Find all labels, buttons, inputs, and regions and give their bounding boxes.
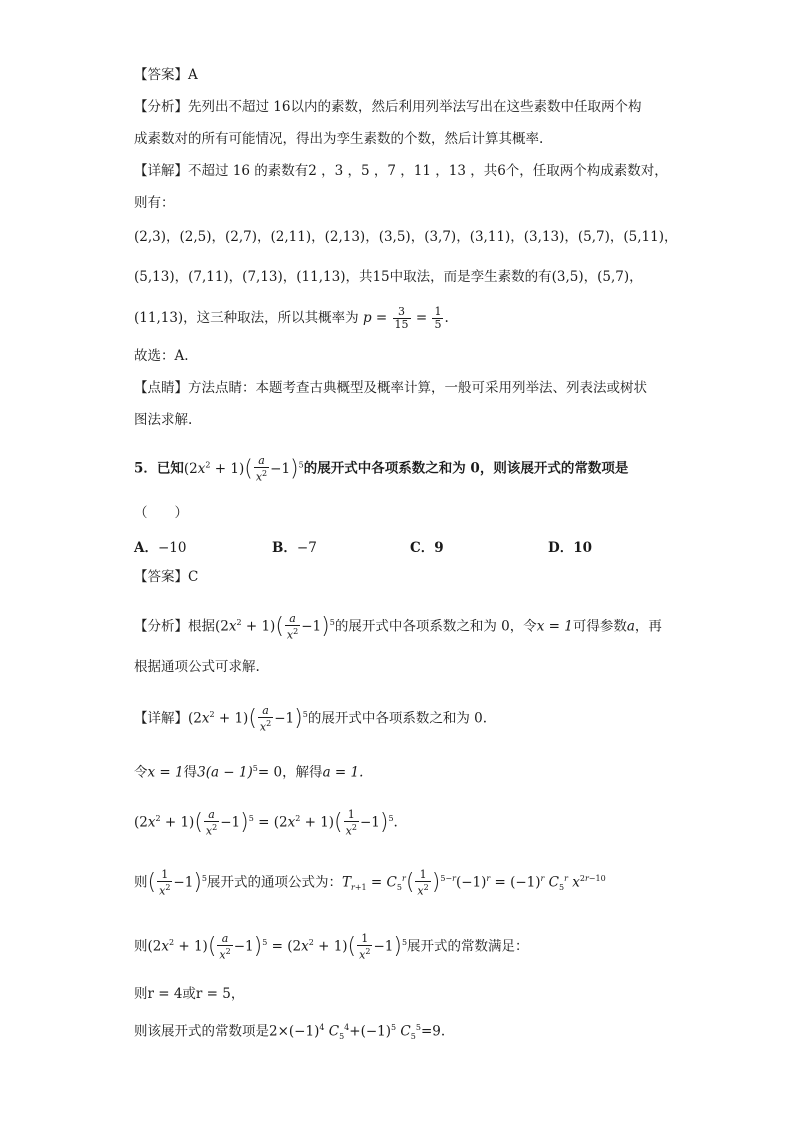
detail-text-1: 不超过 16 的素数有2 ，3 ，5 ，7 ，11 ，13 ，共6个，任取两个构成素数对，: [188, 163, 668, 179]
question-number: 5．已知: [134, 460, 184, 477]
comment-text-1: 方法点睛：本题考查古典概型及概率计算，一般可采用列举法、列表法或树状: [188, 380, 647, 396]
comment-line-1: [134, 377, 647, 399]
pairs-line-3: (11,13)，这三种取法，所以其概率为 p = $\frac{3}{15}$ = $\frac{1}{5}$ .: [134, 305, 449, 331]
pairs-text-2a: (5,13)，(7,11)，(7,13)，(11,13)，共15中取法，而是孪生素数的有: [134, 269, 552, 285]
analysis-tag: 【分析】: [134, 99, 188, 115]
prob-fraction-1: $\frac{3}{15}$: [394, 305, 409, 331]
q5-analysis-line-2: 根据通项公式可求解.: [134, 659, 260, 675]
stem-expression: $(2x^2 + 1)$( $\frac{a}{x^2}$ −1)$^5$: [183, 453, 304, 484]
q5-analysis-post2: 可得参数: [572, 618, 627, 635]
q5-answer-line: [134, 566, 198, 588]
q5-step-5: 则r = 4或r = 5，: [134, 986, 245, 1002]
q5-step-3: 则( $\frac{1}{x^2}$ −1)$^5$展开式的通项公式为：$T_{r+1} = C_5^r$( $\frac{1}{x^2}$ )$^{5-r}(-1)^r = (-1)^r$ $C_5^r$ $x^{2r-10}$: [134, 867, 606, 898]
pairs-text-3: (11,13)，这三种取法，所以其概率为: [134, 310, 359, 326]
detail-tag: 【详解】: [134, 163, 188, 179]
q5-analysis-x1: x = 1: [536, 618, 573, 635]
answer-tag: 【答案】: [134, 67, 188, 83]
q5-detail-line-1: 【详解】$(2x^2 + 1)$( $\frac{a}{x^2}$ −1)$^5$的展开式中各项系数之和为 0.: [134, 703, 487, 734]
detail-line-2: 则有：: [134, 195, 175, 211]
q5-analysis-post: 的展开式中各项系数之和为 0，令: [334, 618, 537, 635]
pairs-text-2b: (3,5)，(5,7)，: [551, 269, 643, 285]
stem-text: 的展开式中各项系数之和为 0，则该展开式的常数项是: [303, 460, 629, 477]
q5-analysis-tag: 【分析】: [134, 618, 188, 635]
prob-fraction-2: $\frac{1}{5}$: [434, 305, 442, 331]
option-b[interactable]: B．−7: [272, 540, 317, 556]
q5-step-2: $(2x^2 + 1)$( $\frac{a}{x^2}$ $-1)^5 = (2x^2 + 1)$( $\frac{1}{x^2}$ −1)$^5$.: [134, 807, 398, 838]
q5-step-1: 令x = 1得$3(a - 1)^5= 0$，解得a = 1.: [134, 764, 364, 781]
pairs-line-1: (2,3)，(2,5)，(2,7)，(2,11)，(2,13)，(3,5)，(3,7)，(3,11)，(3,13)，(5,7)，(5,11)，: [134, 229, 678, 245]
q5-analysis-line-1: 【分析】根据$(2x^2 + 1)$( $\frac{a}{x^2}$ −1)$^5$的展开式中各项系数之和为 0，令x = 1可得参数a，再: [134, 611, 662, 642]
q5-step-6: 则该展开式的常数项是$2\times(-1)^4$ $C_5^4+(-1)^5$ $C_5^5=9$.: [134, 1023, 446, 1042]
q5-analysis-end: ，再: [634, 618, 662, 635]
q5-detail-tag: 【详解】: [134, 710, 188, 727]
option-d[interactable]: D．10: [548, 540, 593, 556]
q5-analysis-pre: 根据: [188, 618, 215, 635]
comment-line-2: 图法求解.: [134, 412, 193, 428]
choose-line: 故选：A.: [134, 348, 189, 364]
analysis-line-2: 成素数对的所有可能情况，得出为孪生素数的个数，然后计算其概率.: [134, 131, 544, 147]
q5-analysis-a: a: [626, 618, 635, 635]
q5-answer-value: C: [188, 569, 199, 585]
option-c[interactable]: C．9: [410, 540, 444, 556]
question-paren: （ ）: [134, 505, 188, 521]
detail-line-1: [134, 160, 668, 182]
q5-answer-tag: 【答案】: [134, 569, 188, 585]
question-5-stem: [134, 454, 628, 483]
analysis-line-1: [134, 96, 641, 118]
q5-step-4: 则$(2x^2 + 1)$( $\frac{a}{x^2}$ $-1)^5 = (2x^2 + 1)$( $\frac{1}{x^2}$ −1)$^5$展开式的常数满足：: [134, 931, 529, 962]
comment-tag: 【点睛】: [134, 380, 188, 396]
pairs-line-2: [134, 266, 643, 288]
answer-value: A: [188, 67, 198, 83]
prob-p: p: [362, 310, 372, 326]
analysis-text-1: 先列出不超过 16以内的素数，然后利用列举法写出在这些素数中任取两个构: [188, 99, 642, 115]
option-a[interactable]: A．−10: [134, 540, 187, 556]
q5-detail-text-1: 的展开式中各项系数之和为 0.: [307, 710, 487, 727]
answer-line: [134, 64, 198, 86]
